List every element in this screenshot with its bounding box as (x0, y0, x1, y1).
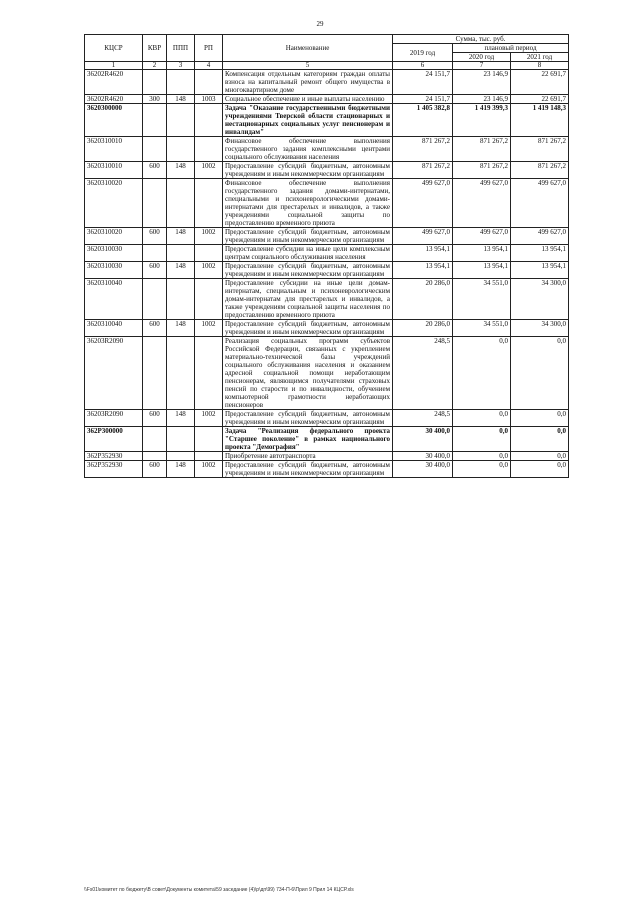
table-row (85, 279, 569, 320)
cell-kvr: 600 (143, 461, 167, 478)
cell-kvr (143, 179, 167, 228)
cell-2019: 499 627,0 (393, 179, 453, 228)
cell-ppp: 148 (167, 461, 195, 478)
cell-kcsr: 3620310030 (85, 262, 143, 279)
cell-kcsr: 3620310040 (85, 320, 143, 337)
cell-rp: 1003 (195, 95, 223, 104)
cell-rp (195, 137, 223, 162)
cell-2020: 871 267,2 (453, 137, 511, 162)
cell-2021: 0,0 (511, 461, 569, 478)
table-row (85, 228, 569, 245)
cell-rp (195, 427, 223, 452)
cell-2019: 30 400,0 (393, 427, 453, 452)
table-row (85, 427, 569, 452)
cell-kcsr: 3620310010 (85, 137, 143, 162)
cell-ppp: 148 (167, 228, 195, 245)
cell-kvr: 600 (143, 320, 167, 337)
table-row (85, 452, 569, 461)
cell-name: Предоставление субсидий бюджетным, автономным учреждениям и иным некоммерческим организациям (223, 320, 393, 337)
cell-name: Задача "Оказание государственными бюджетными учреждениями Тверской области стационарных и нестационарных социальных услуг пенсионерам и инвалидам" (223, 104, 393, 137)
table-row (85, 95, 569, 104)
header-rp: РП (195, 35, 223, 62)
header-2021: 2021 год (511, 53, 569, 62)
cell-2019: 30 400,0 (393, 452, 453, 461)
cell-2019: 871 267,2 (393, 137, 453, 162)
cell-2021: 0,0 (511, 337, 569, 410)
cell-kvr (143, 427, 167, 452)
cell-ppp (167, 427, 195, 452)
cell-2020: 23 146,9 (453, 70, 511, 95)
column-number: 1 (85, 62, 143, 70)
cell-2021: 34 300,0 (511, 320, 569, 337)
column-number: 6 (393, 62, 453, 70)
cell-kvr (143, 70, 167, 95)
cell-rp (195, 70, 223, 95)
cell-rp (195, 104, 223, 137)
cell-ppp (167, 337, 195, 410)
cell-name: Реализация социальных программ субъектов Российской Федерации, связанных с укреплением материально-технической базы учреждений социального обслуживания населения и оказанием адресной социальной помощи неработающим пенсионерам, являющимся получателями страховых пенсий по старости и по инвалидности, обучением компьютерной грамотности неработающих пенсионеров (223, 337, 393, 410)
cell-kcsr: 362P300000 (85, 427, 143, 452)
cell-name: Приобретение автотранспорта (223, 452, 393, 461)
cell-kvr (143, 452, 167, 461)
header-ppp: ППП (167, 35, 195, 62)
cell-2020: 1 419 399,3 (453, 104, 511, 137)
table-row (85, 245, 569, 262)
cell-2021: 22 691,7 (511, 95, 569, 104)
cell-2020: 13 954,1 (453, 245, 511, 262)
table-row (85, 179, 569, 228)
cell-ppp: 148 (167, 95, 195, 104)
cell-ppp (167, 452, 195, 461)
table-row (85, 410, 569, 427)
cell-2020: 499 627,0 (453, 228, 511, 245)
cell-rp (195, 179, 223, 228)
cell-2021: 499 627,0 (511, 179, 569, 228)
cell-kvr: 600 (143, 162, 167, 179)
cell-2021: 499 627,0 (511, 228, 569, 245)
cell-2021: 13 954,1 (511, 262, 569, 279)
cell-2020: 13 954,1 (453, 262, 511, 279)
cell-2019: 24 151,7 (393, 95, 453, 104)
cell-rp (195, 337, 223, 410)
cell-name: Социальное обеспечение и иные выплаты населению (223, 95, 393, 104)
cell-2019: 248,5 (393, 410, 453, 427)
cell-2019: 30 400,0 (393, 461, 453, 478)
table-row (85, 162, 569, 179)
cell-2019: 499 627,0 (393, 228, 453, 245)
cell-name: Предоставление субсидий бюджетным, автономным учреждениям и иным некоммерческим организациям (223, 162, 393, 179)
table-row (85, 70, 569, 95)
table-row (85, 137, 569, 162)
cell-kcsr: 36202R4620 (85, 70, 143, 95)
cell-name: Финансовое обеспечение выполнения государственного задания комплексными центрами социального обслуживания населения (223, 137, 393, 162)
cell-2021: 0,0 (511, 452, 569, 461)
cell-kcsr: 3620310030 (85, 245, 143, 262)
cell-ppp (167, 137, 195, 162)
cell-kcsr: 36203R2090 (85, 337, 143, 410)
table-row (85, 104, 569, 137)
cell-kcsr: 36203R2090 (85, 410, 143, 427)
cell-ppp (167, 245, 195, 262)
cell-kcsr: 362P352930 (85, 452, 143, 461)
cell-rp (195, 245, 223, 262)
cell-name: Предоставление субсидий бюджетным, автономным учреждениям и иным некоммерческим организациям (223, 262, 393, 279)
cell-2021: 34 300,0 (511, 279, 569, 320)
cell-kcsr: 36202R4620 (85, 95, 143, 104)
cell-kcsr: 3620310040 (85, 279, 143, 320)
footer-file-path: \\Fs01\комитет по бюджету\В совет\Документы комитета\59 заседание (4)\р\дп\99) 734-П-6\Прил 9 Прил 14 КЦСР.xls (84, 887, 354, 893)
cell-rp: 1002 (195, 320, 223, 337)
cell-kvr: 600 (143, 228, 167, 245)
cell-2019: 24 151,7 (393, 70, 453, 95)
cell-2020: 0,0 (453, 337, 511, 410)
column-number: 3 (167, 62, 195, 70)
cell-rp: 1002 (195, 162, 223, 179)
cell-name: Компенсация отдельным категориям граждан оплаты взноса на капитальный ремонт общего имущества в многоквартирном доме (223, 70, 393, 95)
cell-2021: 0,0 (511, 410, 569, 427)
cell-kvr: 300 (143, 95, 167, 104)
cell-ppp: 148 (167, 320, 195, 337)
cell-kcsr: 3620310020 (85, 228, 143, 245)
cell-2020: 34 551,0 (453, 279, 511, 320)
budget-table (84, 34, 569, 478)
column-number: 8 (511, 62, 569, 70)
cell-name: Предоставление субсидии на иные цели домам-интернатам, специальным и психоневрологическим домам-интернатам для престарелых и инвалидов, а также учреждениям социальной защиты населения по предоставлению временного приюта (223, 279, 393, 320)
cell-ppp (167, 279, 195, 320)
cell-kcsr: 3620300000 (85, 104, 143, 137)
cell-kvr: 600 (143, 262, 167, 279)
cell-2019: 20 286,0 (393, 320, 453, 337)
cell-2020: 0,0 (453, 452, 511, 461)
cell-2021: 13 954,1 (511, 245, 569, 262)
cell-2020: 23 146,9 (453, 95, 511, 104)
cell-2019: 20 286,0 (393, 279, 453, 320)
column-number: 4 (195, 62, 223, 70)
cell-rp: 1002 (195, 410, 223, 427)
cell-kvr (143, 137, 167, 162)
page-number: 29 (316, 20, 324, 28)
header-sum: Сумма, тыс. руб. (393, 35, 569, 44)
cell-kvr (143, 104, 167, 137)
column-number: 5 (223, 62, 393, 70)
cell-2020: 0,0 (453, 461, 511, 478)
cell-name: Предоставление субсидий бюджетным, автономным учреждениям и иным некоммерческим организациям (223, 228, 393, 245)
cell-2020: 499 627,0 (453, 179, 511, 228)
cell-ppp: 148 (167, 262, 195, 279)
cell-2021: 871 267,2 (511, 137, 569, 162)
table-row (85, 262, 569, 279)
cell-rp (195, 279, 223, 320)
cell-2019: 13 954,1 (393, 262, 453, 279)
cell-2021: 22 691,7 (511, 70, 569, 95)
cell-name: Предоставление субсидии на иные цели комплексным центрам социального обслуживания населения (223, 245, 393, 262)
cell-2021: 1 419 148,3 (511, 104, 569, 137)
cell-kcsr: 3620310020 (85, 179, 143, 228)
cell-ppp (167, 179, 195, 228)
header-name: Наименование (223, 35, 393, 62)
cell-rp: 1002 (195, 262, 223, 279)
cell-2020: 0,0 (453, 427, 511, 452)
table-row (85, 320, 569, 337)
cell-2020: 34 551,0 (453, 320, 511, 337)
cell-rp (195, 452, 223, 461)
cell-ppp: 148 (167, 410, 195, 427)
cell-2020: 871 267,2 (453, 162, 511, 179)
header-kcsr: КЦСР (85, 35, 143, 62)
cell-kvr: 600 (143, 410, 167, 427)
cell-2019: 1 405 382,8 (393, 104, 453, 137)
cell-kcsr: 3620310010 (85, 162, 143, 179)
header-kvr: КВР (143, 35, 167, 62)
cell-kvr (143, 245, 167, 262)
header-2019: 2019 год (393, 44, 453, 62)
cell-name: Предоставление субсидий бюджетным, автономным учреждениям и иным некоммерческим организациям (223, 410, 393, 427)
cell-name: Предоставление субсидий бюджетным, автономным учреждениям и иным некоммерческим организациям (223, 461, 393, 478)
cell-rp: 1002 (195, 228, 223, 245)
table-row (85, 337, 569, 410)
table-row (85, 461, 569, 478)
cell-name: Задача "Реализация федерального проекта "Старшее поколение" в рамках национального проекта "Демография" (223, 427, 393, 452)
cell-2021: 871 267,2 (511, 162, 569, 179)
cell-kvr (143, 279, 167, 320)
header-2020: 2020 год (453, 53, 511, 62)
cell-rp: 1002 (195, 461, 223, 478)
column-number: 2 (143, 62, 167, 70)
cell-ppp: 148 (167, 162, 195, 179)
header-planned-period: плановый период (453, 44, 569, 53)
cell-kvr (143, 337, 167, 410)
cell-kcsr: 362P352930 (85, 461, 143, 478)
cell-name: Финансовое обеспечение выполнения государственного задания домами-интернатами, специальными и психоневрологическими домами-интернатами для престарелых и инвалидов, а также учреждениями социальной защиты по предоставлению временного приюта (223, 179, 393, 228)
table-body (85, 70, 569, 478)
column-number-row (85, 62, 569, 70)
cell-ppp (167, 104, 195, 137)
cell-2020: 0,0 (453, 410, 511, 427)
cell-2019: 13 954,1 (393, 245, 453, 262)
cell-2021: 0,0 (511, 427, 569, 452)
cell-ppp (167, 70, 195, 95)
cell-2019: 871 267,2 (393, 162, 453, 179)
column-number: 7 (453, 62, 511, 70)
cell-2019: 248,5 (393, 337, 453, 410)
